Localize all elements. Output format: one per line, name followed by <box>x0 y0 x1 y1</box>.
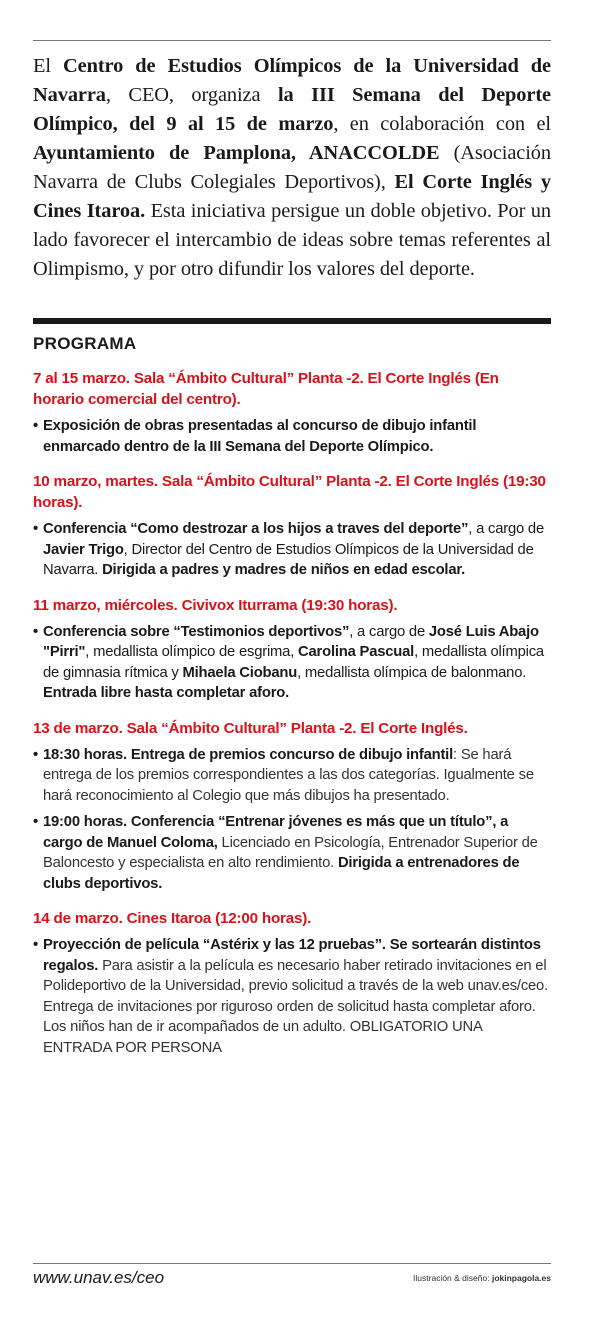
item-bold: 19:00 horas. Conferencia “Entrenar jóvenes es más que un título”, a cargo de Manuel Coloma, <box>43 814 509 851</box>
intro-text: Esta iniciativa persigue un doble objetivo. Por un lado favorecer el intercambio de ideas sobre temas referentes al Olimpismo, y por otro difundir los valores del deporte. <box>33 200 551 280</box>
item-text: , medallista olímpica de balonmano. <box>297 664 527 681</box>
item-bold: Exposición de obras presentadas al concurso de dibujo infantil enmarcado dentro de la III Semana del Deporte Olímpico. <box>43 418 477 455</box>
intro-text: , en colaboración con el <box>333 113 551 135</box>
section-title: 11 marzo, miércoles. Civivox Iturrama (19:30 horas). <box>33 596 398 614</box>
item-text: Licenciado en Psicología, Entrenador Superior de Baloncesto y especialista en alto rendimiento. <box>43 834 538 871</box>
bullet-icon: • <box>33 521 38 537</box>
footer-url[interactable]: www.unav.es/ceo <box>33 1268 165 1287</box>
program-item <box>33 812 551 894</box>
program-section-3 <box>33 595 551 704</box>
credit-name: jokinpagola.es <box>491 1273 551 1283</box>
item-bold: Dirigida a padres y madres de niños en edad escolar. <box>102 562 466 578</box>
section-title: 13 de marzo. Sala “Ámbito Cultural” Planta -2. El Corte Inglés. <box>33 719 468 737</box>
item-bold: Mihaela Ciobanu <box>182 664 298 681</box>
program-section-5 <box>33 908 551 1058</box>
intro-text: (Asociación Navarra de Clubs Colegiales Deportivos), <box>33 142 552 193</box>
intro-bold: la III Semana del Deporte Olímpico, del 9 al 15 de marzo <box>33 84 551 135</box>
item-bold: Proyección de película “Astérix y las 12 pruebas”. Se sortearán distintos regalos. <box>43 937 541 974</box>
program-item <box>33 519 551 581</box>
section-title: 7 al 15 marzo. Sala “Ámbito Cultural” Planta -2. El Corte Inglés (En horario comercial del centro). <box>33 370 499 408</box>
bullet-icon: • <box>33 746 38 763</box>
program-item <box>33 745 551 807</box>
section-title: 10 marzo, martes. Sala “Ámbito Cultural” Planta -2. El Corte Inglés (19:30 horas). <box>33 473 546 511</box>
bullet-icon: • <box>33 623 38 640</box>
intro-text: , CEO, organiza <box>105 84 278 106</box>
item-bold: Dirigida a entrenadores de clubs deportivos. <box>43 855 520 892</box>
intro-paragraph <box>33 52 551 284</box>
item-text: , medallista olímpica de gimnasia rítmica y <box>43 644 544 681</box>
programa-divider <box>33 318 551 324</box>
bullet-icon: • <box>33 937 38 953</box>
program-item <box>33 622 551 704</box>
intro-bold: Centro de Estudios Olímpicos de la Universidad de Navarra <box>33 55 551 106</box>
item-bold: 18:30 horas. Entrega de premios concurso de dibujo infantil <box>43 746 453 763</box>
item-bold: Conferencia sobre “Testimonios deportivos” <box>43 623 350 640</box>
programa-heading: PROGRAMA <box>33 334 137 353</box>
item-text: : Se hará entrega de los premios correspondientes a las dos categorías. Igualmente se hará reconocimiento al Colegio que más dibujos ha presentado. <box>43 746 534 804</box>
item-text: , a cargo de <box>349 623 429 640</box>
section-title: 14 de marzo. Cines Itaroa (12:00 horas). <box>33 910 312 927</box>
item-text: Para asistir a la película es necesario haber retirado invitaciones en el Polideportivo de la Universidad, previo solicitud a través de la web unav.es/ceo. Entrega de invitaciones por riguroso orden de solicitud hasta completar aforo. Los niños han de ir acompañados de un adulto. OBLIGATORIO UNA ENTRADA POR PERSONA <box>43 957 548 1056</box>
bullet-icon: • <box>33 814 38 830</box>
item-bold: Conferencia “Como destrozar a los hijos a traves del deporte” <box>43 521 469 537</box>
document-page <box>33 0 551 1058</box>
program-section-2 <box>33 471 551 581</box>
footer-credit <box>413 1273 551 1283</box>
item-text: , medallista olímpico de esgrima, <box>85 644 299 660</box>
item-bold: Carolina Pascual <box>298 644 415 660</box>
footer-divider <box>33 1263 551 1264</box>
intro-bold: El Corte Inglés y Cines Itaroa. <box>33 171 551 222</box>
item-text: , Director del Centro de Estudios Olímpicos de la Universidad de Navarra. <box>43 541 534 578</box>
item-bold: José Luis Abajo "Pirri" <box>43 623 539 660</box>
program-section-1 <box>33 368 551 457</box>
program-item <box>33 416 551 457</box>
item-text: , a cargo de <box>468 521 544 537</box>
item-bold: Javier Trigo <box>43 541 124 558</box>
bullet-icon: • <box>33 418 38 434</box>
top-divider <box>33 40 551 41</box>
program-section-4 <box>33 718 551 895</box>
item-bold: Entrada libre hasta completar aforo. <box>43 685 290 701</box>
intro-text: El <box>33 55 64 77</box>
credit-label: Ilustración & diseño: <box>413 1273 492 1283</box>
intro-bold: Ayuntamiento de Pamplona, ANACCOLDE <box>33 142 440 164</box>
program-item <box>33 935 551 1058</box>
